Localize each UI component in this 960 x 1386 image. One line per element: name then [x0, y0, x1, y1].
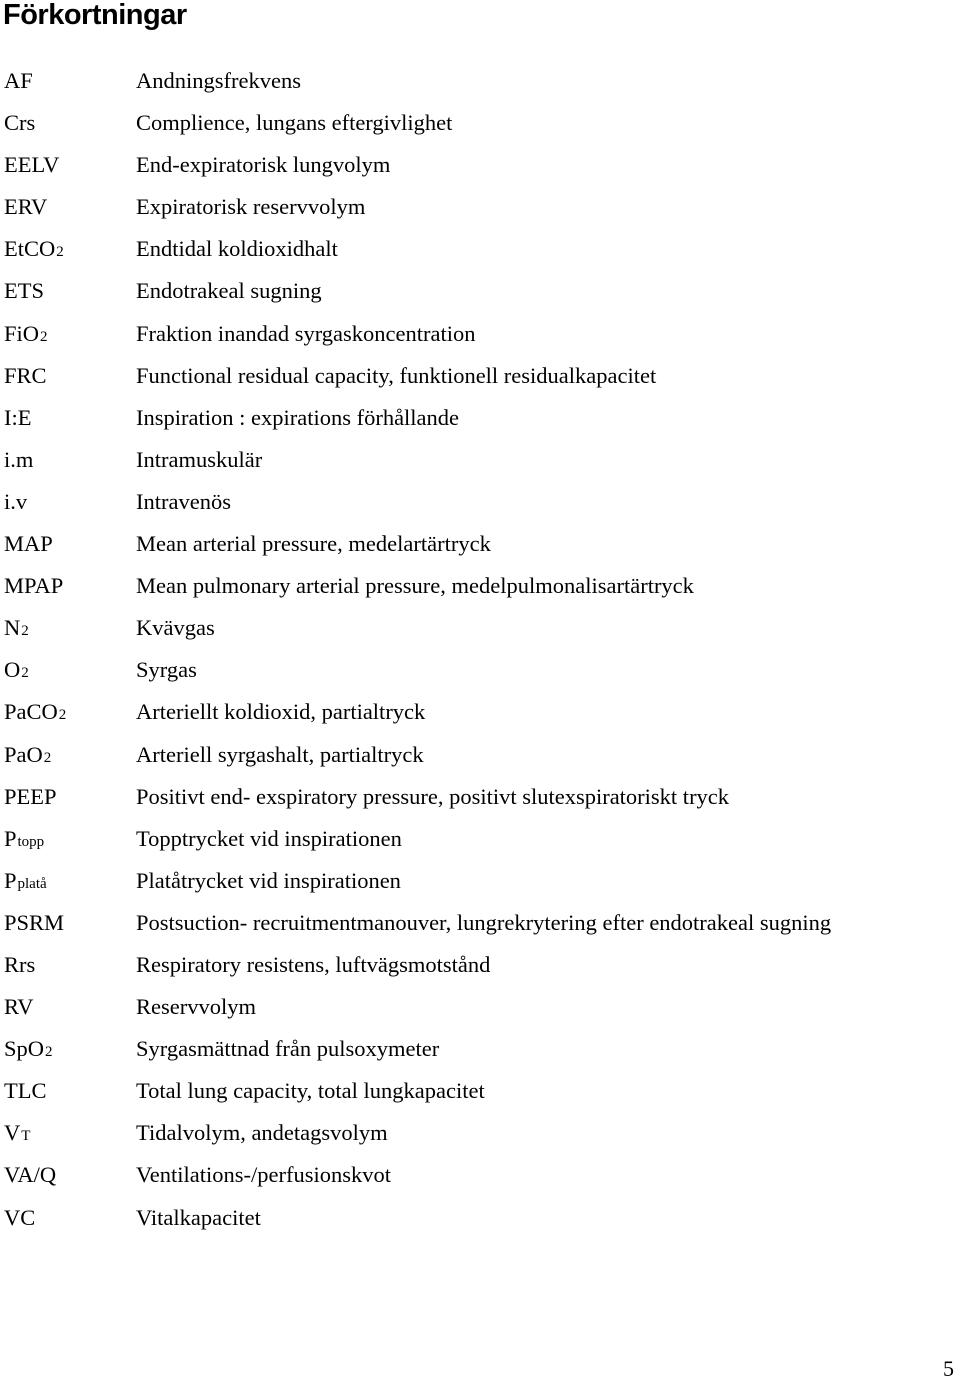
abbreviation-term	[4, 734, 51, 779]
abbreviation-text: PSRM	[4, 909, 65, 935]
abbreviation-subscript: platå	[17, 875, 47, 892]
abbreviation-definition: Reservvolym	[136, 994, 256, 1020]
abbreviation-subscript: 2	[45, 1044, 53, 1061]
abbreviation-text: AF	[4, 68, 33, 93]
abbreviation-row	[0, 397, 960, 439]
abbreviation-term	[4, 228, 64, 273]
abbreviation-text: PEEP	[4, 783, 57, 809]
abbreviation-text: PaO	[4, 741, 43, 767]
abbreviation-term	[4, 986, 33, 1028]
abbreviation-term	[4, 607, 29, 652]
abbreviation-row	[0, 649, 960, 691]
abbreviation-subscript: 2	[43, 749, 52, 766]
abbreviation-text: FRC	[4, 362, 47, 388]
abbreviation-term	[4, 1070, 47, 1112]
abbreviation-term	[4, 691, 66, 736]
abbreviation-row	[0, 313, 960, 355]
page-title: Förkortningar	[3, 0, 187, 31]
abbreviation-row	[0, 228, 960, 270]
abbreviation-row	[0, 1112, 960, 1154]
abbreviation-term	[4, 1112, 30, 1157]
abbreviation-text: I:E	[4, 404, 32, 430]
abbreviation-row	[0, 565, 960, 607]
abbreviation-term	[4, 144, 59, 186]
abbreviation-definition: Tidalvolym, andetagsvolym	[136, 1120, 388, 1146]
abbreviation-text: P	[4, 825, 17, 851]
abbreviation-definition: Functional residual capacity, funktionell residualkapacitet	[136, 362, 657, 388]
abbreviation-term	[4, 186, 47, 228]
abbreviation-row	[0, 1070, 960, 1112]
abbreviation-definition: End-expiratorisk lungvolym	[136, 152, 391, 178]
abbreviation-text: i.v	[4, 488, 28, 514]
abbreviation-row	[0, 270, 960, 312]
abbreviation-text: ERV	[4, 194, 48, 220]
abbreviation-text: Crs	[4, 110, 36, 136]
abbreviation-definition: Total lung capacity, total lungkapacitet	[136, 1078, 485, 1104]
abbreviation-term	[4, 818, 44, 863]
abbreviation-subscript: T	[21, 1128, 31, 1145]
abbreviation-subscript: 2	[58, 707, 67, 724]
abbreviation-term	[4, 270, 44, 312]
abbreviation-term	[4, 944, 35, 986]
abbreviation-definition: Endotrakeal sugning	[136, 278, 322, 304]
abbreviation-row	[0, 1154, 960, 1196]
abbreviation-term	[4, 776, 57, 818]
abbreviation-definition: Inspiration : expirations förhållande	[136, 404, 460, 430]
abbreviation-row	[0, 144, 960, 186]
abbreviation-text: VC	[4, 1204, 36, 1230]
abbreviation-term	[4, 397, 32, 439]
abbreviation-definition: Platåtrycket vid inspirationen	[136, 867, 401, 893]
abbreviation-text: RV	[4, 994, 34, 1020]
abbreviation-term	[4, 313, 48, 358]
abbreviation-definition: Ventilations-/perfusionskvot	[136, 1162, 391, 1188]
abbreviation-term	[4, 1028, 53, 1073]
abbreviation-row	[0, 818, 960, 860]
abbreviation-text: SpO	[4, 1036, 45, 1062]
abbreviation-text: Rrs	[4, 951, 36, 977]
abbreviation-row	[0, 481, 960, 523]
abbreviation-term	[4, 102, 35, 144]
abbreviation-row	[0, 607, 960, 649]
abbreviation-text: MAP	[4, 531, 53, 557]
abbreviation-term	[4, 1197, 35, 1239]
abbreviation-row	[0, 691, 960, 733]
abbreviation-row	[0, 734, 960, 776]
abbreviation-term	[4, 523, 53, 565]
abbreviation-term	[4, 902, 64, 944]
abbreviation-text: N	[4, 615, 21, 641]
abbreviation-definition: Topptrycket vid inspirationen	[136, 825, 402, 851]
abbreviation-term	[4, 860, 47, 905]
abbreviation-row	[0, 1197, 960, 1239]
abbreviation-text: EELV	[4, 152, 60, 178]
abbreviation-text: MPAP	[4, 573, 64, 599]
abbreviation-text: FiO	[4, 320, 40, 346]
abbreviation-subscript: 2	[21, 623, 29, 640]
abbreviation-subscript: 2	[21, 665, 29, 682]
abbreviation-row	[0, 902, 960, 944]
abbreviation-text: ETS	[4, 278, 45, 304]
abbreviation-row	[0, 944, 960, 986]
abbreviation-definition: Mean arterial pressure, medelartärtryck	[136, 531, 491, 557]
abbreviation-row	[0, 439, 960, 481]
abbreviation-definition: Expiratorisk reservvolym	[136, 194, 366, 220]
abbreviation-definition: Intramuskulär	[136, 446, 263, 472]
abbreviation-row	[0, 102, 960, 144]
abbreviation-term	[4, 565, 63, 607]
abbreviation-definition: Mean pulmonary arterial pressure, medelpulmonalisartärtryck	[136, 573, 694, 599]
abbreviation-row	[0, 523, 960, 565]
abbreviation-definition: Andningsfrekvens	[136, 68, 301, 93]
abbreviation-definition: Arteriell syrgashalt, partialtryck	[136, 741, 424, 767]
abbreviation-term	[4, 649, 29, 694]
abbreviation-row	[0, 860, 960, 902]
abbreviation-definition: Kvävgas	[136, 615, 215, 641]
abbreviation-term	[4, 355, 47, 397]
abbreviation-subscript: 2	[40, 328, 48, 345]
abbreviation-term	[4, 439, 33, 481]
abbreviation-row	[0, 186, 960, 228]
abbreviation-row	[0, 986, 960, 1028]
abbreviation-text: PaCO	[4, 699, 58, 725]
abbreviation-term	[4, 481, 27, 523]
abbreviation-text: VA/Q	[4, 1162, 57, 1188]
abbreviation-definition: Arteriellt koldioxid, partialtryck	[136, 699, 426, 725]
abbreviation-definition: Postsuction- recruitmentmanouver, lungrekrytering efter endotrakeal sugning	[136, 909, 832, 935]
abbreviation-definition: Syrgasmättnad från pulsoxymeter	[136, 1036, 440, 1062]
abbreviation-term	[4, 60, 33, 102]
abbreviation-text: i.m	[4, 446, 34, 472]
abbreviation-definition: Syrgas	[136, 657, 197, 683]
abbreviation-definition: Positivt end- exspiratory pressure, positivt slutexspiratoriskt tryck	[136, 783, 730, 809]
abbreviation-term	[4, 1154, 56, 1196]
abbreviation-text: TLC	[4, 1078, 47, 1104]
abbreviation-subscript: topp	[17, 833, 45, 850]
abbreviation-definition: Complience, lungans eftergivlighet	[136, 110, 453, 136]
abbreviation-row	[0, 355, 960, 397]
abbreviation-definition: Vitalkapacitet	[136, 1204, 261, 1230]
abbreviation-definition: Fraktion inandad syrgaskoncentration	[136, 320, 476, 346]
abbreviation-text: V	[4, 1120, 21, 1146]
abbreviation-row	[0, 1028, 960, 1070]
abbreviation-list	[0, 60, 960, 1239]
page-number: 5	[943, 1356, 954, 1381]
abbreviation-text: O	[4, 657, 21, 683]
abbreviation-definition: Respiratory resistens, luftvägsmotstånd	[136, 951, 491, 977]
abbreviation-row	[0, 776, 960, 818]
abbreviation-text: P	[4, 867, 17, 893]
abbreviation-text: EtCO	[4, 236, 56, 262]
abbreviation-subscript: 2	[56, 244, 64, 261]
abbreviation-definition: Intravenös	[136, 488, 231, 514]
abbreviation-definition: Endtidal koldioxidhalt	[136, 236, 338, 262]
abbreviation-row	[0, 60, 960, 102]
